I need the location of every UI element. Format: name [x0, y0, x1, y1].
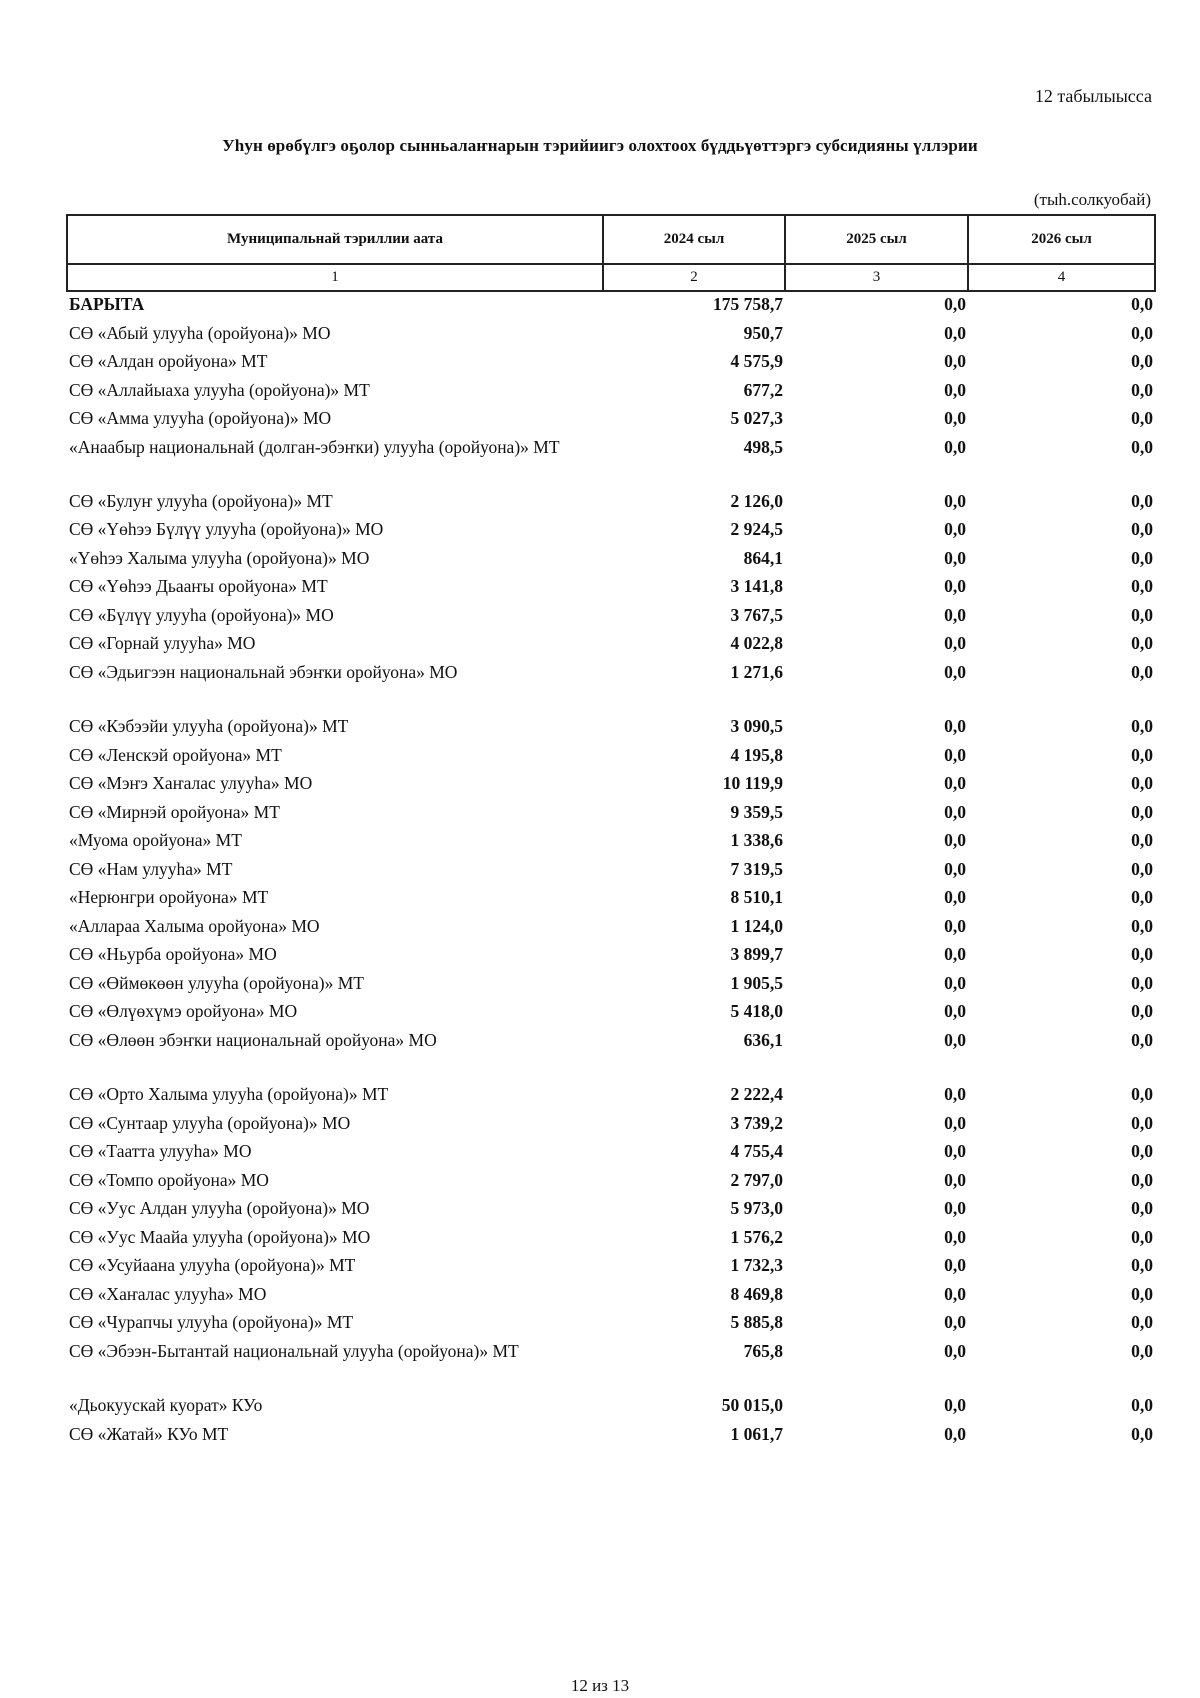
value-2024: 8 510,1	[730, 887, 783, 907]
table-row	[67, 1393, 1155, 1422]
table-row	[67, 1111, 1155, 1140]
spacer-row	[67, 1056, 1155, 1082]
table-row	[67, 546, 1155, 575]
value-2025: 0,0	[944, 661, 966, 682]
value-2025: 0,0	[944, 887, 966, 907]
value-2025: 0,0	[944, 351, 966, 371]
municipality-name: СӨ «Горнай улууһа» МО	[69, 633, 256, 653]
value-2024: 3 739,2	[730, 1112, 783, 1133]
table-row	[67, 378, 1155, 407]
table-row	[67, 321, 1155, 350]
value-2026: 0,0	[1131, 1283, 1153, 1304]
table-row	[67, 1082, 1155, 1111]
value-2025: 0,0	[944, 1029, 966, 1050]
value-2026: 0,0	[1131, 436, 1153, 457]
value-2024: 175 758,7	[713, 294, 783, 314]
spacer-cell	[785, 688, 968, 714]
value-2026: 0,0	[1131, 576, 1153, 596]
value-2026: 0,0	[1131, 1340, 1153, 1361]
value-2024: 4 575,9	[730, 351, 783, 371]
municipality-name: СӨ «Кэбээйи улууһа (оройуона)» МТ	[69, 716, 349, 736]
value-2025: 0,0	[944, 1283, 966, 1304]
value-2025: 0,0	[944, 1169, 966, 1190]
column-number: 1	[67, 264, 603, 291]
value-2026: 0,0	[1131, 915, 1153, 936]
value-2025: 0,0	[944, 1112, 966, 1133]
table-row	[67, 828, 1155, 857]
table-row	[67, 942, 1155, 971]
value-2024: 4 022,8	[730, 633, 783, 653]
value-2024: 2 222,4	[730, 1084, 783, 1104]
value-2025: 0,0	[944, 1312, 966, 1332]
value-2026: 0,0	[1131, 1423, 1153, 1444]
value-2026: 0,0	[1131, 1001, 1153, 1021]
table-row	[67, 406, 1155, 435]
value-2025: 0,0	[944, 744, 966, 765]
value-2026: 0,0	[1131, 547, 1153, 568]
value-2024: 765,8	[743, 1340, 783, 1361]
municipality-name: «Анаабыр национальнай (долган-эбэҥки) улууһа (оройуона)» МТ	[69, 436, 560, 457]
municipality-name: СӨ «Мирнэй оройуона» МТ	[69, 801, 280, 822]
value-2024: 1 905,5	[730, 972, 783, 993]
value-2024: 1 061,7	[730, 1423, 783, 1444]
spacer-cell	[785, 1056, 968, 1082]
table-row	[67, 1282, 1155, 1311]
municipality-name: СӨ «Уус Алдан улууһа (оройуона)» МО	[69, 1198, 370, 1218]
value-2026: 0,0	[1131, 972, 1153, 993]
header-2024: 2024 сыл	[603, 215, 785, 264]
value-2026: 0,0	[1131, 1029, 1153, 1050]
value-2024: 4 755,4	[730, 1141, 783, 1161]
value-2025: 0,0	[944, 801, 966, 822]
header-municipality: Муниципальнай тэриллии аата	[67, 215, 603, 264]
value-2025: 0,0	[944, 604, 966, 625]
value-2026: 0,0	[1131, 716, 1153, 736]
value-2024: 1 576,2	[730, 1226, 783, 1247]
municipality-name: «Дьокуускай куорат» КУо	[69, 1395, 263, 1415]
table-row	[67, 1028, 1155, 1057]
municipality-name: СӨ «Амма улууһа (оройуона)» МО	[69, 408, 332, 428]
spacer-cell	[67, 1056, 603, 1082]
spacer-cell	[603, 1367, 785, 1393]
municipality-name: СӨ «Усуйаана улууһа (оройуона)» МТ	[69, 1255, 356, 1275]
table-row	[67, 1253, 1155, 1282]
value-2025: 0,0	[944, 1255, 966, 1275]
table-row	[67, 971, 1155, 1000]
value-2024: 2 924,5	[730, 519, 783, 539]
value-2026: 0,0	[1131, 1395, 1153, 1415]
value-2025: 0,0	[944, 972, 966, 993]
spacer-cell	[603, 688, 785, 714]
value-2024: 2 126,0	[730, 490, 783, 511]
value-2024: 5 885,8	[730, 1312, 783, 1332]
value-2026: 0,0	[1131, 801, 1153, 822]
appendix-label: 12 табылыысса	[1034, 86, 1152, 106]
value-2026: 0,0	[1131, 858, 1153, 879]
value-2024: 3 899,7	[730, 944, 783, 964]
table-row	[67, 885, 1155, 914]
value-2024: 864,1	[743, 547, 783, 568]
column-number-row	[67, 264, 1155, 291]
municipality-name: СӨ «Хаҥалас улууһа» МО	[69, 1283, 267, 1304]
value-2024: 4 195,8	[730, 744, 783, 765]
value-2025: 0,0	[944, 519, 966, 539]
value-2024: 677,2	[743, 379, 783, 400]
value-2026: 0,0	[1131, 1141, 1153, 1161]
value-2024: 3 090,5	[730, 716, 783, 736]
table-row	[67, 631, 1155, 660]
municipality-name: СӨ «Жатай» КУо МТ	[69, 1423, 229, 1444]
value-2024: 50 015,0	[721, 1395, 783, 1415]
page-title: Уһун өрөбүлгэ оҕолор сынньалаҥнарын тэрийиигэ олохтоох бүддьүөттэргэ субсидияны үллэрии	[222, 136, 978, 155]
municipality-name: «Нерюнгри оройуона» МТ	[69, 887, 269, 907]
value-2026: 0,0	[1131, 1312, 1153, 1332]
value-2024: 3 141,8	[730, 576, 783, 596]
municipality-name: СӨ «Үөһээ Бүлүү улууһа (оройуона)» МО	[69, 519, 384, 539]
value-2026: 0,0	[1131, 604, 1153, 625]
table-row	[67, 489, 1155, 518]
value-2026: 0,0	[1131, 351, 1153, 371]
municipality-name: СӨ «Нам улууһа» МТ	[69, 858, 233, 879]
value-2024: 1 271,6	[730, 661, 783, 682]
value-2026: 0,0	[1131, 830, 1153, 850]
municipality-name: СӨ «Сунтаар улууһа (оройуона)» МО	[69, 1112, 351, 1133]
municipality-name: СӨ «Ньурба оройуона» МО	[69, 944, 277, 964]
value-2025: 0,0	[944, 1198, 966, 1218]
value-2025: 0,0	[944, 490, 966, 511]
value-2025: 0,0	[944, 547, 966, 568]
table-row	[67, 1339, 1155, 1368]
table-row	[67, 1168, 1155, 1197]
municipality-name: СӨ «Эдьигээн национальнай эбэҥки оройуона» МО	[69, 661, 458, 682]
total-row	[67, 291, 1155, 321]
table-row	[67, 800, 1155, 829]
municipality-name: СӨ «Таатта улууһа» МО	[69, 1141, 252, 1161]
value-2026: 0,0	[1131, 1198, 1153, 1218]
value-2024: 498,5	[743, 436, 783, 457]
value-2024: 636,1	[743, 1029, 783, 1050]
municipality-name: СӨ «Үөһээ Дьааҥы оройуона» МТ	[69, 576, 328, 596]
value-2025: 0,0	[944, 436, 966, 457]
municipality-name: СӨ «Алдан оройуона» МТ	[69, 351, 268, 371]
value-2024: 8 469,8	[730, 1283, 783, 1304]
value-2025: 0,0	[944, 1001, 966, 1021]
table-row	[67, 435, 1155, 489]
value-2024: 1 124,0	[730, 915, 783, 936]
value-2025: 0,0	[944, 1340, 966, 1361]
municipality-name: СӨ «Өймөкөөн улууһа (оройуона)» МТ	[69, 972, 364, 993]
table-header-row	[67, 215, 1155, 264]
municipality-name: СӨ «Бүлүү улууһа (оройуона)» МО	[69, 604, 334, 625]
value-2025: 0,0	[944, 322, 966, 343]
value-2024: 1 338,6	[730, 830, 783, 850]
table-row	[67, 349, 1155, 378]
table-row	[67, 914, 1155, 943]
table-body	[67, 291, 1155, 1450]
municipality-name: СӨ «Өлүөхүмэ оройуона» МО	[69, 1001, 298, 1021]
value-2025: 0,0	[944, 915, 966, 936]
spacer-row	[67, 1367, 1155, 1393]
municipality-name: СӨ «Орто Халыма улууһа (оройуона)» МТ	[69, 1084, 389, 1104]
value-2026: 0,0	[1131, 744, 1153, 765]
value-2026: 0,0	[1131, 633, 1153, 653]
value-2026: 0,0	[1131, 490, 1153, 511]
value-2024: 10 119,9	[722, 773, 783, 793]
value-2026: 0,0	[1131, 944, 1153, 964]
municipality-name: СӨ «Томпо оройуона» МО	[69, 1169, 269, 1190]
value-2026: 0,0	[1131, 519, 1153, 539]
table-row	[67, 1422, 1155, 1451]
spacer-cell	[968, 1367, 1155, 1393]
value-2024: 9 359,5	[730, 801, 783, 822]
spacer-cell	[968, 1056, 1155, 1082]
value-2024: 1 732,3	[730, 1255, 783, 1275]
municipality-name: «Аллараа Халыма оройуона» МО	[69, 915, 320, 936]
value-2025: 0,0	[944, 1395, 966, 1415]
municipality-name: СӨ «Чурапчы улууһа (оройуона)» МТ	[69, 1312, 354, 1332]
value-2025: 0,0	[944, 294, 966, 314]
column-number: 2	[603, 264, 785, 291]
table-row	[67, 999, 1155, 1028]
value-2025: 0,0	[944, 1423, 966, 1444]
value-2025: 0,0	[944, 633, 966, 653]
value-2025: 0,0	[944, 773, 966, 793]
value-2026: 0,0	[1131, 1255, 1153, 1275]
value-2026: 0,0	[1131, 408, 1153, 428]
subsidy-table	[66, 214, 1156, 1450]
municipality-name: СӨ «Булуҥ улууһа (оройуона)» МТ	[69, 490, 333, 511]
value-2025: 0,0	[944, 408, 966, 428]
table-row	[67, 660, 1155, 689]
value-2025: 0,0	[944, 830, 966, 850]
column-number: 3	[785, 264, 968, 291]
municipality-name: СӨ «Абый улууһа (оройуона)» МО	[69, 322, 331, 343]
spacer-cell	[67, 1367, 603, 1393]
value-2026: 0,0	[1131, 661, 1153, 682]
table-row	[67, 1196, 1155, 1225]
table-row	[67, 714, 1155, 743]
column-number: 4	[968, 264, 1155, 291]
value-2024: 7 319,5	[730, 858, 783, 879]
value-2025: 0,0	[944, 944, 966, 964]
value-2026: 0,0	[1131, 379, 1153, 400]
municipality-name: БАРЫТА	[69, 294, 145, 314]
value-2026: 0,0	[1131, 1169, 1153, 1190]
spacer-cell	[968, 688, 1155, 714]
header-2025: 2025 сыл	[785, 215, 968, 264]
value-2026: 0,0	[1131, 1112, 1153, 1133]
municipality-name: «Үөһээ Халыма улууһа (оройуона)» МО	[69, 547, 370, 568]
value-2024: 3 767,5	[730, 604, 783, 625]
table-row	[67, 743, 1155, 772]
municipality-name: СӨ «Аллайыаха улууһа (оройуона)» МТ	[69, 379, 370, 400]
municipality-name: СӨ «Эбээн-Бытантай национальнай улууһа (оройуона)» МТ	[69, 1340, 519, 1361]
spacer-cell	[67, 688, 603, 714]
value-2026: 0,0	[1131, 887, 1153, 907]
value-2025: 0,0	[944, 1226, 966, 1247]
value-2024: 5 973,0	[730, 1198, 783, 1218]
spacer-row	[67, 688, 1155, 714]
value-2025: 0,0	[944, 1141, 966, 1161]
value-2025: 0,0	[944, 858, 966, 879]
value-2026: 0,0	[1131, 322, 1153, 343]
value-2025: 0,0	[944, 1084, 966, 1104]
header-2026: 2026 сыл	[968, 215, 1155, 264]
value-2026: 0,0	[1131, 773, 1153, 793]
value-2026: 0,0	[1131, 1226, 1153, 1247]
spacer-cell	[603, 1056, 785, 1082]
value-2025: 0,0	[944, 716, 966, 736]
value-2026: 0,0	[1131, 294, 1153, 314]
spacer-cell	[785, 1367, 968, 1393]
value-2024: 950,7	[743, 322, 783, 343]
municipality-name: СӨ «Өлөөн эбэҥки национальнай оройуона» МО	[69, 1029, 437, 1050]
value-2024: 5 418,0	[730, 1001, 783, 1021]
units-label: (тыһ.солкуобай)	[1033, 190, 1151, 209]
table-row	[67, 1225, 1155, 1254]
value-2024: 5 027,3	[730, 408, 783, 428]
municipality-name: СӨ «Уус Маайа улууһа (оройуона)» МО	[69, 1226, 371, 1247]
table-row	[67, 517, 1155, 546]
value-2025: 0,0	[944, 576, 966, 596]
table-row	[67, 857, 1155, 886]
municipality-name: «Муома оройуона» МТ	[69, 830, 242, 850]
value-2025: 0,0	[944, 379, 966, 400]
table-row	[67, 1139, 1155, 1168]
table-row	[67, 574, 1155, 603]
value-2026: 0,0	[1131, 1084, 1153, 1104]
municipality-name: СӨ «Мэҥэ Хаҥалас улууһа» МО	[69, 773, 313, 793]
table-row	[67, 603, 1155, 632]
table-row	[67, 1310, 1155, 1339]
page-number: 12 из 13	[570, 1676, 630, 1695]
value-2024: 2 797,0	[730, 1169, 783, 1190]
table-row	[67, 771, 1155, 800]
municipality-name: СӨ «Ленскэй оройуона» МТ	[69, 744, 282, 765]
